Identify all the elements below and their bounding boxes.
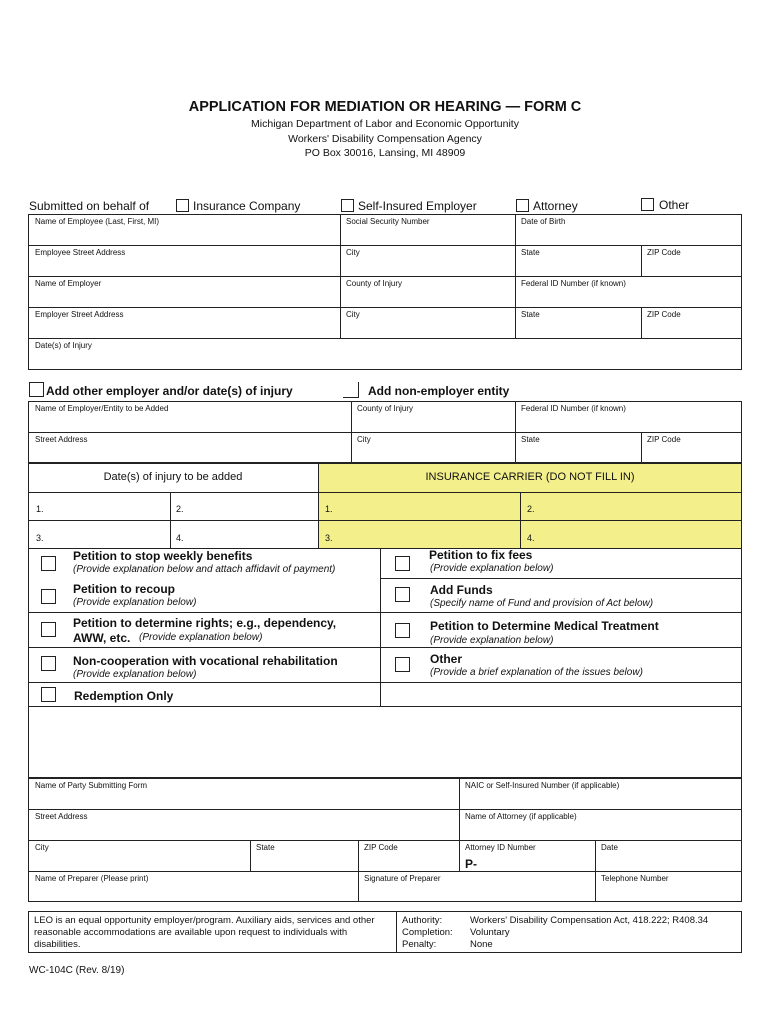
party-name-field[interactable]: Name of Party Submitting Form bbox=[35, 781, 148, 790]
preparer-name-field[interactable]: Name of Preparer (Please print) bbox=[35, 874, 149, 883]
date-4-field[interactable]: 4. bbox=[176, 533, 184, 543]
entity-state-field[interactable]: State bbox=[521, 435, 540, 444]
department-name: Michigan Department of Labor and Economic Opportunity bbox=[251, 118, 519, 130]
vocational-note: (Provide explanation below) bbox=[73, 669, 197, 680]
recoup-label: Petition to recoup bbox=[73, 582, 175, 596]
form-title: APPLICATION FOR MEDIATION OR HEARING — FORM C bbox=[188, 99, 582, 115]
employee-city-field[interactable]: City bbox=[346, 248, 360, 257]
other-petition-checkbox[interactable] bbox=[395, 657, 410, 672]
injury-dates-field[interactable]: Date(s) of Injury bbox=[35, 341, 92, 350]
employer-state-field[interactable]: State bbox=[521, 310, 540, 319]
entity-zip-field[interactable]: ZIP Code bbox=[647, 435, 681, 444]
add-employer-label: Add other employer and/or date(s) of injury bbox=[46, 384, 293, 398]
fix-fees-checkbox[interactable] bbox=[395, 556, 410, 571]
entity-name-field[interactable]: Name of Employer/Entity to be Added bbox=[35, 404, 169, 413]
attorney-checkbox[interactable] bbox=[516, 199, 529, 212]
entity-county-field[interactable]: County of Injury bbox=[357, 404, 414, 413]
employee-section bbox=[28, 214, 742, 370]
insurance-company-label: Insurance Company bbox=[193, 199, 301, 213]
other-label: Other bbox=[659, 198, 690, 212]
insurance-company-checkbox[interactable] bbox=[176, 199, 189, 212]
redemption-checkbox[interactable] bbox=[41, 687, 56, 702]
entity-street-field[interactable]: Street Address bbox=[35, 435, 88, 444]
date-field[interactable]: Date bbox=[601, 843, 618, 852]
employer-street-field[interactable]: Employer Street Address bbox=[35, 310, 124, 319]
add-entity-checkbox[interactable] bbox=[358, 382, 359, 397]
self-insured-checkbox[interactable] bbox=[341, 199, 354, 212]
employer-name-field[interactable]: Name of Employer bbox=[35, 279, 102, 288]
form-id: WC-104C (Rev. 8/19) bbox=[29, 965, 125, 976]
carrier-4: 4. bbox=[527, 533, 535, 543]
recoup-note: (Provide explanation below) bbox=[73, 597, 197, 608]
self-insured-label: Self-Insured Employer bbox=[358, 199, 477, 213]
explanation-area[interactable] bbox=[30, 708, 740, 776]
fein-field[interactable]: Federal ID Number (if known) bbox=[521, 279, 626, 288]
determine-rights-checkbox[interactable] bbox=[41, 622, 56, 637]
dates-added-label: Date(s) of injury to be added bbox=[103, 471, 243, 483]
attorney-name-field[interactable]: Name of Attorney (if applicable) bbox=[465, 812, 577, 821]
determine-rights-note: (Provide explanation below) bbox=[139, 632, 263, 643]
entity-city-field[interactable]: City bbox=[357, 435, 371, 444]
add-funds-label: Add Funds bbox=[430, 583, 493, 597]
insurance-carrier-label: INSURANCE CARRIER (DO NOT FILL IN) bbox=[425, 471, 635, 483]
recoup-checkbox[interactable] bbox=[41, 589, 56, 604]
completion-label: Completion: bbox=[402, 927, 453, 938]
ssn-field[interactable]: Social Security Number bbox=[346, 217, 430, 226]
party-zip-field[interactable]: ZIP Code bbox=[364, 843, 398, 852]
agency-address: PO Box 30016, Lansing, MI 48909 bbox=[304, 147, 466, 159]
date-1-field[interactable]: 1. bbox=[36, 504, 44, 514]
add-funds-note: (Specify name of Fund and provision of Act below) bbox=[430, 598, 654, 609]
authority-label: Authority: bbox=[402, 915, 443, 926]
signature-field[interactable]: Signature of Preparer bbox=[364, 874, 441, 883]
attorney-id-field[interactable]: Attorney ID Number bbox=[465, 843, 536, 852]
vocational-checkbox[interactable] bbox=[41, 656, 56, 671]
medical-treatment-checkbox[interactable] bbox=[395, 623, 410, 638]
employee-zip-field[interactable]: ZIP Code bbox=[647, 248, 681, 257]
attorney-id-prefix: P- bbox=[465, 857, 477, 871]
completion-value: Voluntary bbox=[470, 927, 510, 938]
county-field[interactable]: County of Injury bbox=[346, 279, 403, 288]
employer-city-field[interactable]: City bbox=[346, 310, 360, 319]
medical-treatment-label: Petition to Determine Medical Treatment bbox=[430, 619, 659, 633]
telephone-field[interactable]: Telephone Number bbox=[601, 874, 669, 883]
medical-treatment-note: (Provide explanation below) bbox=[430, 635, 554, 646]
leo-statement: LEO is an equal opportunity employer/program. Auxiliary aids, services and other reasonable accommodations are available upon request to individuals with disabilities. bbox=[34, 915, 375, 950]
redemption-label: Redemption Only bbox=[74, 689, 174, 703]
add-employer-checkbox[interactable] bbox=[29, 382, 44, 397]
agency-name: Workers' Disability Compensation Agency bbox=[288, 133, 482, 145]
dob-field[interactable]: Date of Birth bbox=[521, 217, 566, 226]
employee-state-field[interactable]: State bbox=[521, 248, 540, 257]
attorney-label: Attorney bbox=[533, 199, 578, 213]
carrier-1: 1. bbox=[325, 504, 333, 514]
party-street-field[interactable]: Street Address bbox=[35, 812, 88, 821]
fix-fees-note: (Provide explanation below) bbox=[430, 563, 554, 574]
stop-benefits-checkbox[interactable] bbox=[41, 556, 56, 571]
other-petition-label: Other bbox=[430, 652, 463, 666]
party-state-field[interactable]: State bbox=[256, 843, 275, 852]
penalty-label: Penalty: bbox=[402, 939, 437, 950]
carrier-3: 3. bbox=[325, 533, 333, 543]
employee-street-field[interactable]: Employee Street Address bbox=[35, 248, 126, 257]
determine-rights-label-2: AWW, etc. bbox=[73, 631, 131, 645]
determine-rights-label: Petition to determine rights; e.g., dependency, bbox=[73, 616, 337, 630]
stop-benefits-label: Petition to stop weekly benefits bbox=[73, 549, 253, 563]
employee-name-field[interactable]: Name of Employee (Last, First, MI) bbox=[35, 217, 160, 226]
carrier-2: 2. bbox=[527, 504, 535, 514]
entity-fein-field[interactable]: Federal ID Number (if known) bbox=[521, 404, 626, 413]
date-2-field[interactable]: 2. bbox=[176, 504, 184, 514]
add-funds-checkbox[interactable] bbox=[395, 587, 410, 602]
add-entity-label: Add non-employer entity bbox=[368, 384, 510, 398]
authority-value: Workers' Disability Compensation Act, 418.222; R408.34 bbox=[470, 915, 709, 926]
behalf-label: Submitted on behalf of bbox=[29, 199, 150, 213]
stop-benefits-note: (Provide explanation below and attach affidavit of payment) bbox=[73, 564, 336, 575]
vocational-label: Non-cooperation with vocational rehabilitation bbox=[73, 654, 338, 668]
naic-field[interactable]: NAIC or Self-Insured Number (if applicable) bbox=[465, 781, 620, 790]
party-city-field[interactable]: City bbox=[35, 843, 49, 852]
penalty-value: None bbox=[470, 939, 493, 950]
other-checkbox[interactable] bbox=[641, 198, 654, 211]
fix-fees-label: Petition to fix fees bbox=[429, 548, 533, 562]
other-petition-note: (Provide a brief explanation of the issues below) bbox=[430, 667, 643, 678]
employer-zip-field[interactable]: ZIP Code bbox=[647, 310, 681, 319]
date-3-field[interactable]: 3. bbox=[36, 533, 44, 543]
